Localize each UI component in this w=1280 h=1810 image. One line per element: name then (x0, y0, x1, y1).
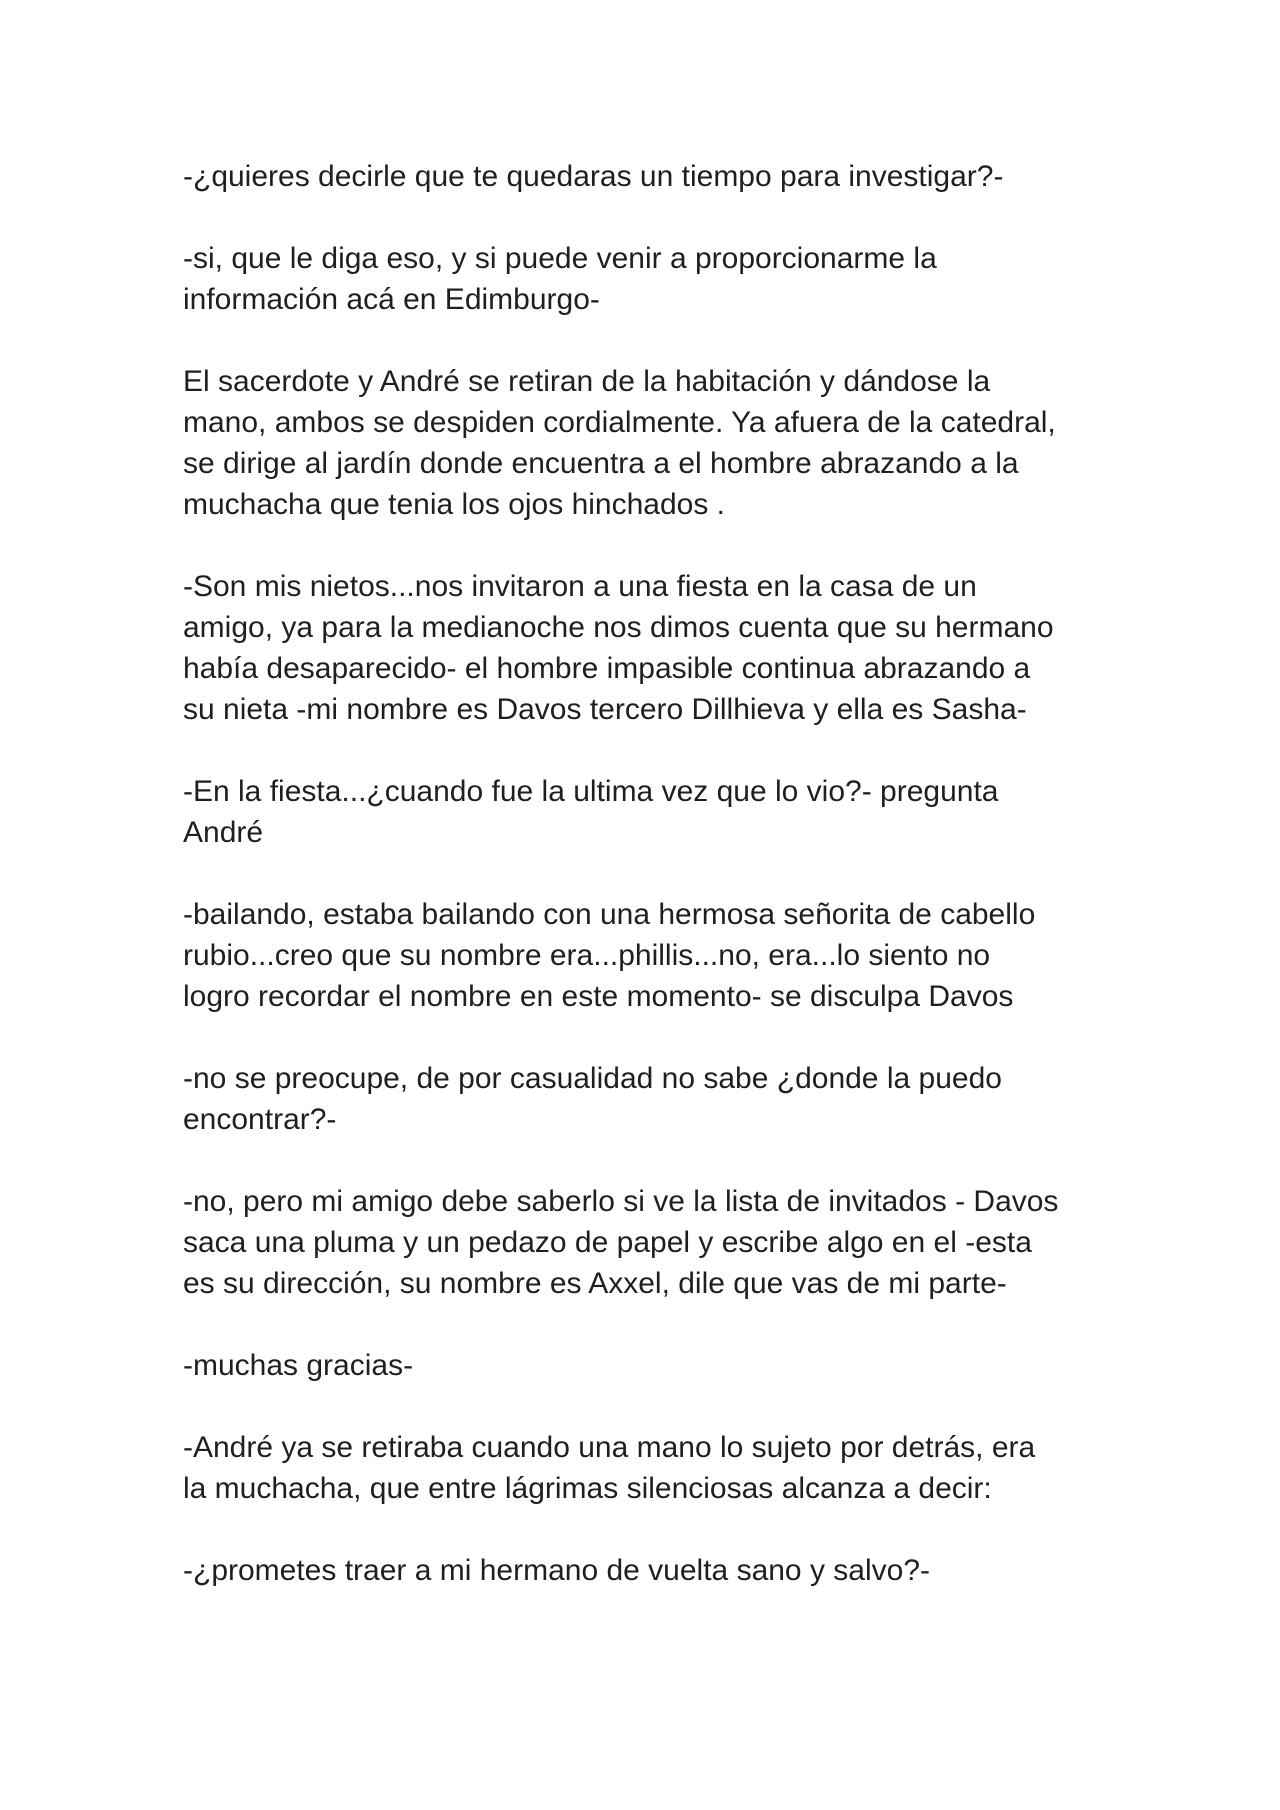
text-line: logro recordar el nombre en este momento- se disculpa Davos (183, 980, 1014, 1013)
text-line: André (183, 816, 264, 849)
text-line: -¿quieres decirle que te quedaras un tiempo para investigar?- (183, 160, 1004, 193)
text-line: El sacerdote y André se retiran de la habitación y dándose la (183, 365, 991, 398)
text-line: la muchacha, que entre lágrimas silenciosas alcanza a decir: (183, 1472, 992, 1505)
text-line: muchacha que tenia los ojos hinchados . (183, 488, 726, 521)
text-line: -En la fiesta...¿cuando fue la ultima vez que lo vio?- pregunta (183, 775, 999, 808)
document-text-body (183, 156, 1123, 1632)
text-line: mano, ambos se despiden cordialmente. Ya afuera de la catedral, (183, 406, 1056, 439)
paragraph (183, 566, 1123, 730)
paragraph (183, 771, 1123, 853)
text-line: -muchas gracias- (183, 1349, 414, 1382)
text-line: -Son mis nietos...nos invitaron a una fiesta en la casa de un (183, 570, 977, 603)
text-line: -bailando, estaba bailando con una hermosa señorita de cabello (183, 898, 1036, 931)
paragraph (183, 894, 1123, 1017)
text-line: había desaparecido- el hombre impasible continua abrazando a (183, 652, 1031, 685)
text-line: su nieta -mi nombre es Davos tercero Dillhieva y ella es Sasha- (183, 693, 1027, 726)
paragraph (183, 1058, 1123, 1140)
text-line: rubio...creo que su nombre era...phillis...no, era...lo siento no (183, 939, 991, 972)
text-line: -¿prometes traer a mi hermano de vuelta sano y salvo?- (183, 1554, 930, 1587)
text-line: -no se preocupe, de por casualidad no sabe ¿donde la puedo (183, 1062, 1002, 1095)
paragraph (183, 1345, 1123, 1386)
paragraph (183, 1427, 1123, 1509)
paragraph (183, 1181, 1123, 1304)
text-line: -André ya se retiraba cuando una mano lo sujeto por detrás, era (183, 1431, 1036, 1464)
text-line: -si, que le diga eso, y si puede venir a proporcionarme la (183, 242, 937, 275)
paragraph (183, 1550, 1123, 1591)
text-line: información acá en Edimburgo- (183, 283, 600, 316)
text-line: es su dirección, su nombre es Axxel, dile que vas de mi parte- (183, 1267, 1007, 1300)
text-line: amigo, ya para la medianoche nos dimos cuenta que su hermano (183, 611, 1054, 644)
text-line: se dirige al jardín donde encuentra a el hombre abrazando a la (183, 447, 1019, 480)
text-line: encontrar?- (183, 1103, 337, 1136)
text-line: -no, pero mi amigo debe saberlo si ve la lista de invitados - Davos (183, 1185, 1059, 1218)
text-line: saca una pluma y un pedazo de papel y escribe algo en el -esta (183, 1226, 1032, 1259)
paragraph (183, 156, 1123, 197)
paragraph (183, 361, 1123, 525)
paragraph (183, 238, 1123, 320)
